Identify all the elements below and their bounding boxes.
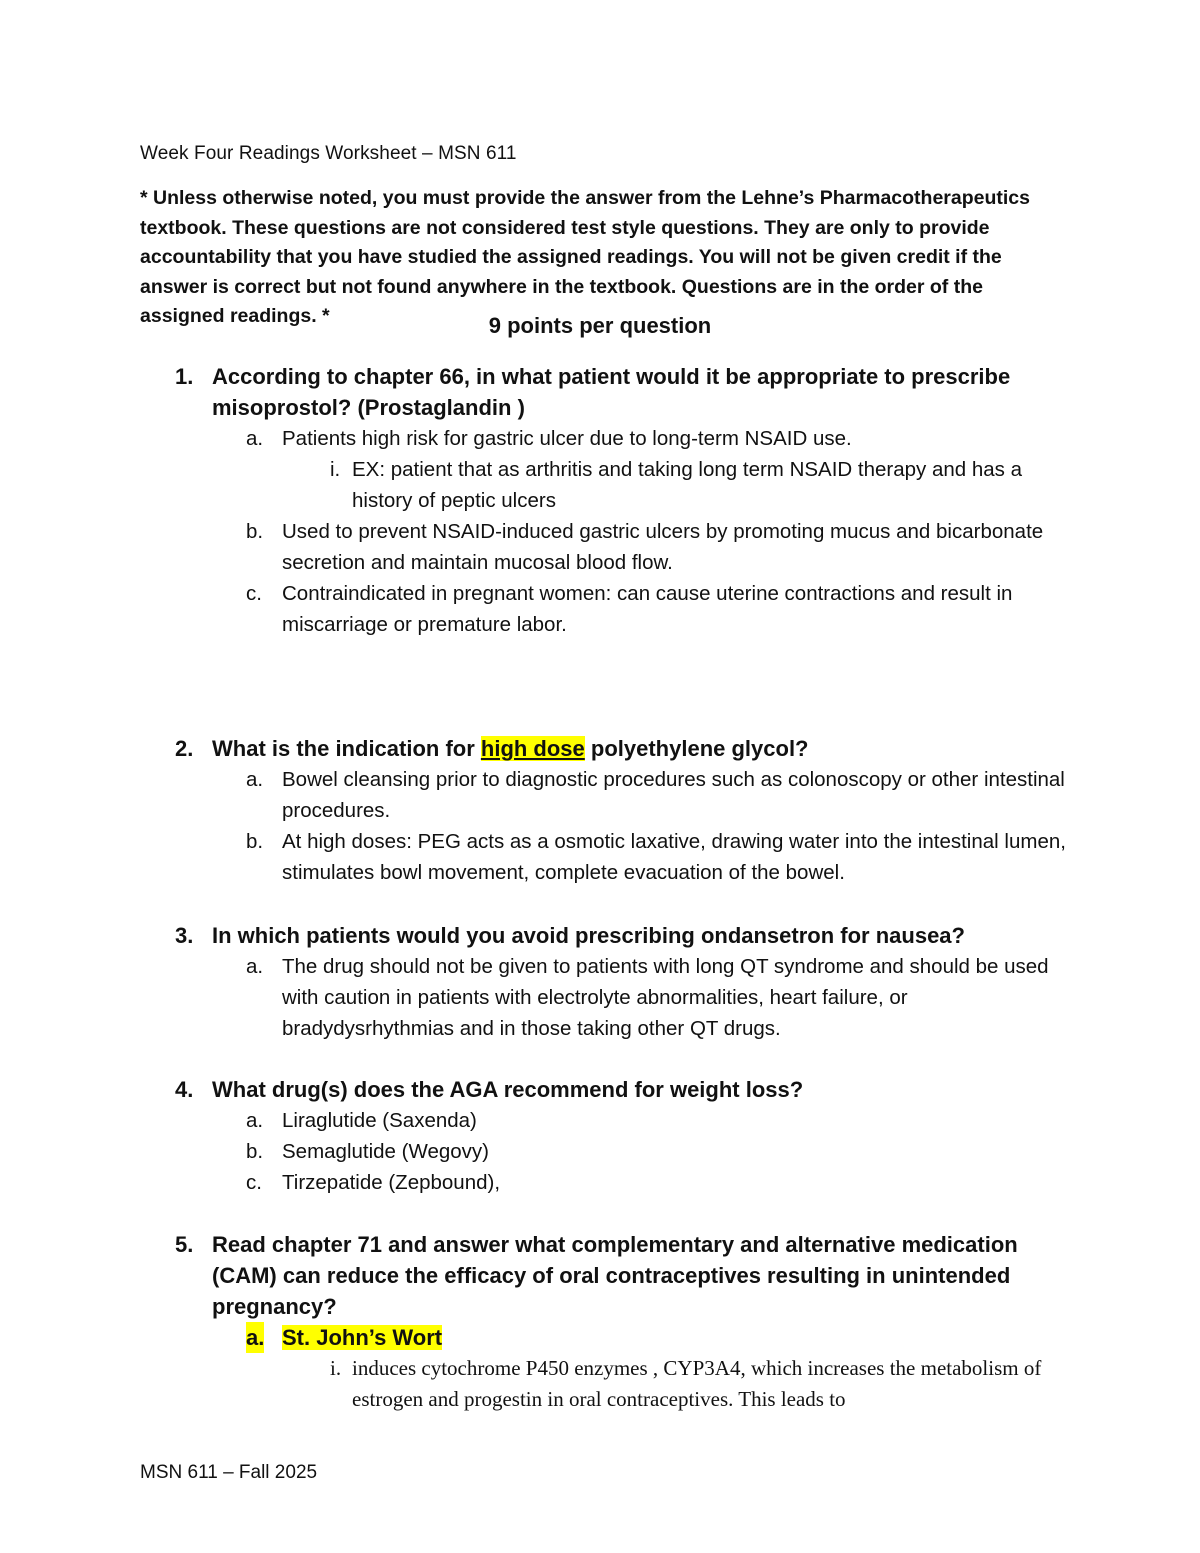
question-text xyxy=(175,361,1072,423)
worksheet-title: Week Four Readings Worksheet – MSN 611 xyxy=(140,143,517,164)
answer-item xyxy=(246,1105,1072,1136)
answer-item xyxy=(246,1136,1072,1167)
answer-item xyxy=(246,1167,1072,1198)
item-marker: c. xyxy=(246,582,262,605)
answer-item xyxy=(246,1322,1072,1353)
question-5 xyxy=(0,1229,1200,1415)
item-text: Liraglutide (Saxenda) xyxy=(282,1109,477,1132)
question-text xyxy=(175,1074,1072,1105)
question-prompt: What drug(s) does the AGA recommend for weight loss? xyxy=(212,1077,804,1102)
item-marker: a. xyxy=(246,1322,264,1353)
question-4 xyxy=(0,1074,1200,1198)
item-text: St. John’s Wort xyxy=(282,1325,443,1350)
item-marker: b. xyxy=(246,830,264,853)
subitem-marker: i. xyxy=(330,458,341,481)
instructions-paragraph: * Unless otherwise noted, you must provide the answer from the Lehne’s Pharmacotherapeutics textbook. These questions are not considered test style questions. They are only to provide accountability that you have studied the assigned readings. You will not be given credit if the answer is correct but not found anywhere in the textbook. Questions are in the order of the assigned readings. * xyxy=(140,187,1030,327)
question-text xyxy=(175,920,1072,951)
item-text: Semaglutide (Wegovy) xyxy=(282,1140,489,1163)
answer-item xyxy=(246,578,1072,640)
question-number: 3. xyxy=(175,923,194,948)
question-number: 2. xyxy=(175,736,194,761)
item-marker: a. xyxy=(246,955,264,978)
item-text: At high doses: PEG acts as a osmotic laxative, drawing water into the intestinal lumen, stimulates bowl movement, complete evacuation of the bowel. xyxy=(282,830,1066,884)
question-number: 5. xyxy=(175,1232,194,1257)
question-3 xyxy=(0,920,1200,1044)
answer-item xyxy=(246,951,1072,1044)
answer-item xyxy=(246,516,1072,578)
question-prompt-start: What is the indication for xyxy=(212,736,481,761)
item-text: Bowel cleansing prior to diagnostic procedures such as colonoscopy or other intestinal procedures. xyxy=(282,768,1065,822)
question-number: 1. xyxy=(175,364,194,389)
question-prompt: According to chapter 66, in what patient would it be appropriate to prescribe misoprostol? (Prostaglandin ) xyxy=(212,364,1011,420)
answer-subitem xyxy=(330,454,1072,516)
item-marker: a. xyxy=(246,427,264,450)
question-2 xyxy=(0,733,1200,888)
answer-item xyxy=(246,423,1072,454)
question-prompt: Read chapter 71 and answer what complementary and alternative medication (CAM) can reduce the efficacy of oral contraceptives resulting in unintended pregnancy? xyxy=(212,1232,1018,1319)
subitem-text: EX: patient that as arthritis and taking long term NSAID therapy and has a history of peptic ulcers xyxy=(352,458,1023,512)
points-per-question: 9 points per question xyxy=(488,313,712,338)
question-number: 4. xyxy=(175,1077,194,1102)
item-text: Contraindicated in pregnant women: can cause uterine contractions and result in miscarriage or premature labor. xyxy=(282,582,1013,636)
answer-item xyxy=(246,764,1072,826)
item-text: Tirzepatide (Zepbound), xyxy=(282,1171,501,1194)
subitem-text: induces cytochrome P450 enzymes , CYP3A4, which increases the metabolism of estrogen and progestin in oral contraceptives. This leads to xyxy=(352,1356,1042,1411)
question-1 xyxy=(0,361,1200,640)
item-text: Used to prevent NSAID-induced gastric ulcers by promoting mucus and bicarbonate secretion and maintain mucosal blood flow. xyxy=(282,520,1044,574)
item-marker: a. xyxy=(246,1109,264,1132)
item-text: The drug should not be given to patients with long QT syndrome and should be used with caution in patients with electrolyte abnormalities, heart failure, or bradydysrhythmias and in those taking other QT drugs. xyxy=(282,955,1049,1040)
highlighted-phrase: high dose xyxy=(480,736,585,761)
item-marker: b. xyxy=(246,520,264,543)
answer-item xyxy=(246,826,1072,888)
question-prompt: In which patients would you avoid prescribing ondansetron for nausea? xyxy=(212,923,965,948)
item-marker: a. xyxy=(246,768,264,791)
question-text xyxy=(175,1229,1072,1322)
item-marker: b. xyxy=(246,1140,264,1163)
page-footer: MSN 611 – Fall 2025 xyxy=(140,1462,318,1483)
answer-subitem xyxy=(330,1353,1072,1415)
subitem-marker: i. xyxy=(330,1356,342,1380)
item-text: Patients high risk for gastric ulcer due to long-term NSAID use. xyxy=(282,427,852,450)
item-marker: c. xyxy=(246,1171,262,1194)
question-text xyxy=(175,733,1072,764)
question-prompt-end: polyethylene glycol? xyxy=(584,736,809,761)
